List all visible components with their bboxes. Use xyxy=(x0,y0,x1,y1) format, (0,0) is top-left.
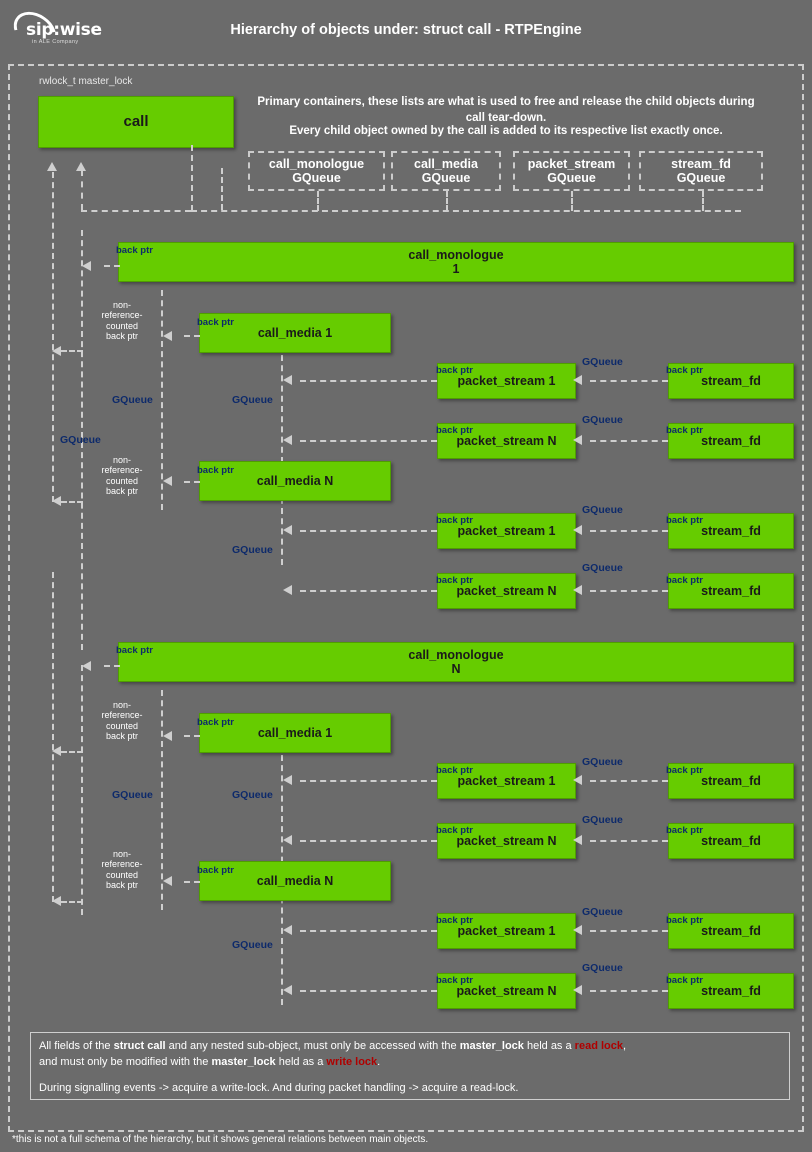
label-gqueue-rail-b: GQueue xyxy=(232,394,273,406)
hline-monologue-N xyxy=(104,665,120,667)
label-gqueue-r6: GQueue xyxy=(582,814,623,826)
arrow-left-ps-N-r4 xyxy=(283,585,292,595)
label-back-ptr-ps-N-r8: back ptr xyxy=(436,975,473,986)
label-gqueue-r8: GQueue xyxy=(582,962,623,974)
box-packet-stream-1-r7-title: packet_stream 1 xyxy=(457,923,556,938)
arrow-left-monologue-1 xyxy=(82,261,91,271)
arrow-left-ps-N-r6 xyxy=(283,835,292,845)
bracket-vline-left xyxy=(191,145,193,211)
logo-text: sip:wise xyxy=(26,20,102,40)
note-primary-containers: Primary containers, these lists are what is used to free and release the child objects during call tear-down. xyxy=(257,96,755,124)
box-call-media-Nb-title: call_media N xyxy=(256,873,334,888)
hline-nrc-Nb xyxy=(61,901,83,903)
arrow-left-sfd-r1 xyxy=(573,375,582,385)
arrow-left-sfd-r2 xyxy=(573,435,582,445)
bracket-stub-media xyxy=(446,191,448,211)
hline-sfd-r4 xyxy=(590,590,668,592)
arrow-left-ps-1-r1 xyxy=(283,375,292,385)
arrow-left-ps-N-r2 xyxy=(283,435,292,445)
hline-sfd-r6 xyxy=(590,840,668,842)
label-gqueue-r4: GQueue xyxy=(582,562,623,574)
arrow-left-media-1a xyxy=(163,331,172,341)
label-back-ptr-ps-1-r7: back ptr xyxy=(436,915,473,926)
container-call-monologue xyxy=(248,151,385,191)
label-gqueue-rail-a: GQueue xyxy=(112,394,153,406)
hline-sfd-r1 xyxy=(590,380,668,382)
box-packet-stream-N-r8-title: packet_stream N xyxy=(456,983,557,998)
label-gqueue-r7: GQueue xyxy=(582,906,623,918)
arrow-left-nrc-Na xyxy=(52,496,61,506)
box-call-monologue-N-index: N xyxy=(451,662,461,676)
hline-sfd-r2 xyxy=(590,440,668,442)
label-back-ptr-sfd-r2: back ptr xyxy=(666,425,703,436)
hline-ps-1-r3 xyxy=(300,530,437,532)
arrow-left-sfd-r6 xyxy=(573,835,582,845)
box-call-monologue-N[interactable] xyxy=(118,642,794,682)
box-packet-stream-N-r2-title: packet_stream N xyxy=(456,433,557,448)
spine-left-inner-2 xyxy=(81,665,83,915)
hline-media-Nb xyxy=(184,881,200,883)
hline-ps-1-r1 xyxy=(300,380,437,382)
box-call-media-1b-title: call_media 1 xyxy=(257,725,333,740)
arrow-left-ps-N-r8 xyxy=(283,985,292,995)
arrow-left-nrc-1a xyxy=(52,346,61,356)
label-back-ptr-ps-N-r2: back ptr xyxy=(436,425,473,436)
hline-ps-N-r6 xyxy=(300,840,437,842)
label-nrc-media-Nb: non- reference- counted back ptr xyxy=(101,849,143,891)
label-back-ptr-media-Nb: back ptr xyxy=(197,865,234,876)
box-call[interactable] xyxy=(38,96,234,148)
container-call-monologue-sub: GQueue xyxy=(292,171,341,185)
box-stream-fd-r6-title: stream_fd xyxy=(701,833,761,848)
box-packet-stream-N-r4-title: packet_stream N xyxy=(456,583,557,598)
footnote-box xyxy=(30,1032,790,1100)
hline-nrc-1b xyxy=(61,751,83,753)
hline-sfd-r5 xyxy=(590,780,668,782)
label-gqueue-rail-f: GQueue xyxy=(232,789,273,801)
label-gqueue-rail-c: GQueue xyxy=(60,434,101,446)
label-back-ptr-sfd-r7: back ptr xyxy=(666,915,703,926)
label-back-ptr-sfd-r1: back ptr xyxy=(666,365,703,376)
container-packet-stream xyxy=(513,151,630,191)
label-nrc-media-Na: non- reference- counted back ptr xyxy=(101,455,143,497)
hline-media-Na xyxy=(184,481,200,483)
box-stream-fd-r2-title: stream_fd xyxy=(701,433,761,448)
hline-sfd-r8 xyxy=(590,990,668,992)
label-back-ptr-ps-1-r3: back ptr xyxy=(436,515,473,526)
box-packet-stream-N-r6-title: packet_stream N xyxy=(456,833,557,848)
container-packet-stream-title: packet_stream xyxy=(527,157,616,171)
hline-sfd-r7 xyxy=(590,930,668,932)
arrow-left-sfd-r8 xyxy=(573,985,582,995)
arrow-left-media-1b xyxy=(163,731,172,741)
hline-ps-N-r4 xyxy=(300,590,437,592)
box-call-monologue-1-index: 1 xyxy=(452,262,460,276)
container-stream-fd-sub: GQueue xyxy=(676,171,726,185)
bracket-hline-bottom xyxy=(191,210,741,212)
container-stream-fd xyxy=(639,151,763,191)
hline-ps-1-r7 xyxy=(300,930,437,932)
hline-ps-N-r8 xyxy=(300,990,437,992)
label-gqueue-r2: GQueue xyxy=(582,414,623,426)
box-stream-fd-r7-title: stream_fd xyxy=(701,923,761,938)
spine-left-outer-2 xyxy=(52,572,54,902)
label-gqueue-rail-e: GQueue xyxy=(112,789,153,801)
arrow-left-media-Na xyxy=(163,476,172,486)
arrow-left-nrc-Nb xyxy=(52,896,61,906)
container-call-media-title: call_media xyxy=(414,157,478,171)
container-call-media-sub: GQueue xyxy=(421,171,471,185)
spine-left-outer xyxy=(52,172,54,502)
note-every-child: Every child object owned by the call is added to its respective list exactly once. xyxy=(289,125,723,137)
vline-up-to-call-a xyxy=(81,170,83,210)
label-back-ptr-sfd-r5: back ptr xyxy=(666,765,703,776)
label-back-ptr-sfd-r6: back ptr xyxy=(666,825,703,836)
label-nrc-media-1a: non- reference- counted back ptr xyxy=(101,300,143,342)
label-back-ptr-ps-N-r6: back ptr xyxy=(436,825,473,836)
label-gqueue-r5: GQueue xyxy=(582,756,623,768)
label-back-ptr-sfd-r4: back ptr xyxy=(666,575,703,586)
bottom-note: *this is not a full schema of the hierarchy, but it shows general relations between main objects. xyxy=(12,1134,429,1145)
label-back-ptr-media-Na: back ptr xyxy=(197,465,234,476)
box-stream-fd-r8-title: stream_fd xyxy=(701,983,761,998)
container-call-monologue-title: call_monologue xyxy=(268,157,365,171)
box-call-monologue-1[interactable] xyxy=(118,242,794,282)
hline-nrc-1a xyxy=(61,350,83,352)
arrow-left-monologue-N xyxy=(82,661,91,671)
label-back-ptr-monologue-1: back ptr xyxy=(116,245,153,256)
box-packet-stream-1-r1-title: packet_stream 1 xyxy=(457,373,556,388)
arrow-left-sfd-r7 xyxy=(573,925,582,935)
box-call-title: call xyxy=(123,113,149,131)
hline-ps-1-r5 xyxy=(300,780,437,782)
hline-monologue-1 xyxy=(104,265,120,267)
arrow-left-sfd-r4 xyxy=(573,585,582,595)
box-stream-fd-r4-title: stream_fd xyxy=(701,583,761,598)
box-call-monologue-1-title: call_monologue xyxy=(408,247,504,262)
page-title: Hierarchy of objects under: struct call - RTPEngine xyxy=(230,22,582,38)
logo-subtitle: in ALE Company xyxy=(32,39,79,45)
label-back-ptr-media-1b: back ptr xyxy=(197,717,234,728)
box-stream-fd-r1-title: stream_fd xyxy=(701,373,761,388)
page-header xyxy=(0,0,812,62)
arrow-left-ps-1-r5 xyxy=(283,775,292,785)
label-gqueue-rail-d: GQueue xyxy=(232,544,273,556)
box-packet-stream-1-r3-title: packet_stream 1 xyxy=(457,523,556,538)
label-back-ptr-monologue-N: back ptr xyxy=(116,645,153,656)
footnote-line-1: All fields of the struct call and any nested sub-object, must only be accessed with the master_lock held as a read lock, xyxy=(39,1040,627,1052)
arrow-left-sfd-r3 xyxy=(573,525,582,535)
arrow-left-nrc-1b xyxy=(52,746,61,756)
arrow-left-ps-1-r3 xyxy=(283,525,292,535)
hline-to-call-a xyxy=(81,210,191,212)
label-back-ptr-sfd-r3: back ptr xyxy=(666,515,703,526)
arrow-left-sfd-r5 xyxy=(573,775,582,785)
arrow-left-ps-1-r7 xyxy=(283,925,292,935)
hline-media-1a xyxy=(184,335,200,337)
hline-ps-N-r2 xyxy=(300,440,437,442)
box-call-media-1a-title: call_media 1 xyxy=(257,325,333,340)
label-nrc-media-1b: non- reference- counted back ptr xyxy=(101,700,143,742)
bracket-stub-packet xyxy=(571,191,573,211)
arrow-left-media-Nb xyxy=(163,876,172,886)
footnote-line-2: and must only be modified with the master_lock held as a write lock. xyxy=(39,1055,381,1068)
bracket-stub-streamfd xyxy=(702,191,704,211)
box-stream-fd-r3-title: stream_fd xyxy=(701,523,761,538)
label-gqueue-rail-g: GQueue xyxy=(232,939,273,951)
label-back-ptr-ps-1-r5: back ptr xyxy=(436,765,473,776)
label-back-ptr-ps-1-r1: back ptr xyxy=(436,365,473,376)
footnote-line-3: During signalling events -> acquire a write-lock. And during packet handling -> acquire a read-lock. xyxy=(39,1081,519,1094)
bracket-stub-a xyxy=(221,168,223,210)
box-call-media-Na-title: call_media N xyxy=(256,473,334,488)
label-back-ptr-sfd-r8: back ptr xyxy=(666,975,703,986)
label-gqueue-r1: GQueue xyxy=(582,356,623,368)
label-gqueue-r3: GQueue xyxy=(582,504,623,516)
box-call-monologue-N-title: call_monologue xyxy=(408,647,504,662)
hline-media-1b xyxy=(184,735,200,737)
master-lock-label: rwlock_t master_lock xyxy=(36,76,135,87)
hline-nrc-Na xyxy=(61,501,83,503)
container-call-media xyxy=(391,151,501,191)
container-packet-stream-sub: GQueue xyxy=(547,171,596,185)
container-stream-fd-title: stream_fd xyxy=(671,157,731,171)
label-back-ptr-media-1a: back ptr xyxy=(197,317,234,328)
bracket-stub-monologue xyxy=(317,191,319,211)
box-stream-fd-r5-title: stream_fd xyxy=(701,773,761,788)
arrow-up-to-call-b xyxy=(47,162,57,171)
box-packet-stream-1-r5-title: packet_stream 1 xyxy=(457,773,556,788)
hline-sfd-r3 xyxy=(590,530,668,532)
label-back-ptr-ps-N-r4: back ptr xyxy=(436,575,473,586)
